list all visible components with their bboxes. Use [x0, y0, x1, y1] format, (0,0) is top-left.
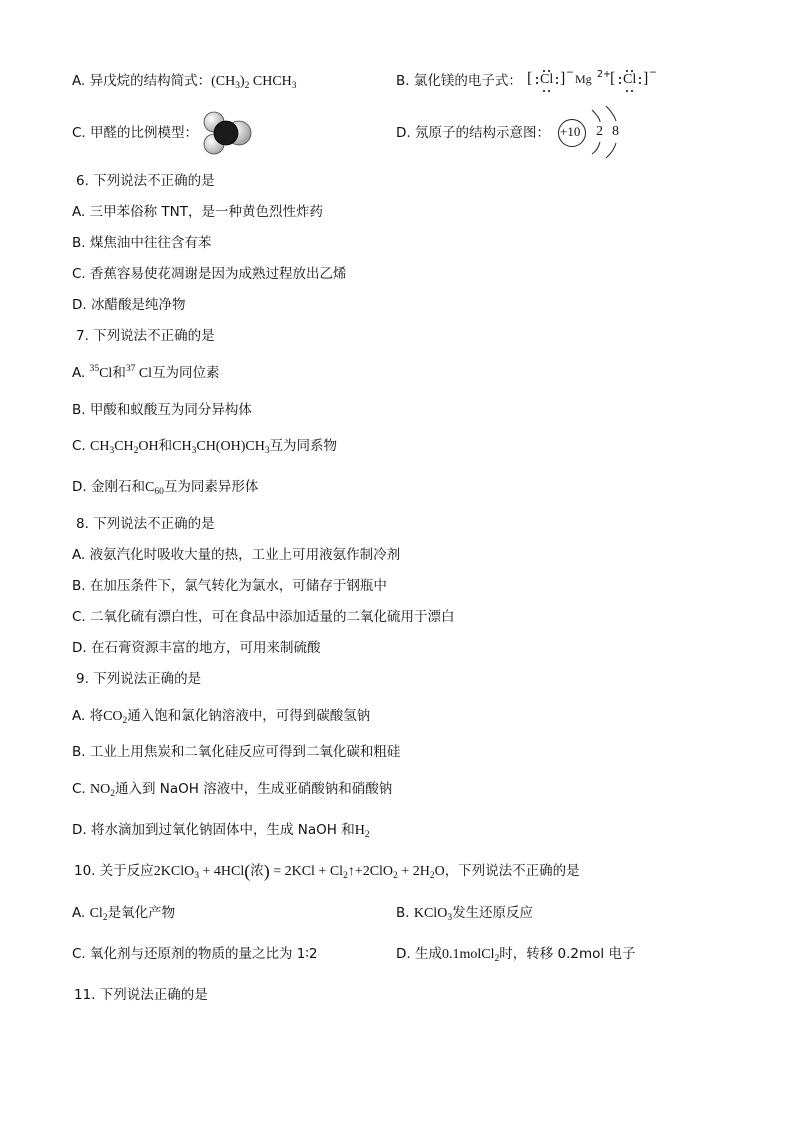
q10-option-b: B. KClO$_3$发生还原反应 [396, 905, 534, 923]
q6-stem: 6. 下列说法不正确的是 [76, 173, 215, 189]
q7-option-c: C. $CH_3CH_2OH$和$CH_3CH(OH)CH_3$互为同系物 [72, 438, 338, 456]
q6-option-c: C. 香蕉容易使花凋谢是因为成熟过程放出乙烯 [72, 266, 347, 282]
q6-option-a: A. 三甲苯俗称 TNT，是一种黄色烈性炸药 [72, 204, 323, 220]
mgcl2-electron-formula: [ Cl ] − Mg 2+ [ Cl ] − [527, 66, 657, 96]
q5-option-a: A. 异戊烷的结构简式：$(CH_3)_2$ $CHCH_3$ [72, 73, 297, 91]
q11-stem: 11. 下列说法正确的是 [74, 987, 208, 1003]
q8-stem: 8. 下列说法不正确的是 [76, 516, 215, 532]
q10-option-a: A. $Cl_2$是氧化产物 [72, 905, 176, 923]
formaldehyde-space-filling-model [201, 110, 253, 156]
q10-option-c: C. 氧化剂与还原剂的物质的量之比为 1∶2 [72, 946, 318, 962]
q7-option-d: D. 金刚石和$C_{60}$互为同素异形体 [72, 479, 259, 497]
cl-atom-left: Cl [540, 72, 554, 87]
q5-a-formula: $(CH_3)_2$ $CHCH_3$ [211, 74, 297, 91]
shell-2-count: 8 [612, 124, 619, 139]
q10-option-d: D. 生成0.1molCl$_2$时，转移 0.2mol 电子 [396, 946, 636, 964]
q5-option-c: C. 甲醛的比例模型： [72, 125, 199, 141]
q6-option-d: D. 冰醋酸是纯净物 [72, 297, 186, 313]
q5-option-b: B. 氯化镁的电子式： [396, 73, 522, 89]
q9-option-c: C. $NO_2$通入到 NaOH 溶液中，生成亚硝酸钠和硝酸钠 [72, 781, 393, 799]
nucleus-charge: +10 [560, 124, 581, 139]
q9-stem: 9. 下列说法正确的是 [76, 671, 202, 687]
q9-option-a: A. 将$CO_2$通入饱和氯化钠溶液中，可得到碳酸氢钠 [72, 708, 371, 726]
q8-option-a: A. 液氨汽化时吸收大量的热，工业上可用液氨作制冷剂 [72, 547, 401, 563]
q8-option-d: D. 在石膏资源丰富的地方，可用来制硫酸 [72, 640, 321, 656]
neon-atom-structure-diagram [556, 104, 626, 160]
q8-option-c: C. 二氧化硫有漂白性，可在食品中添加适量的二氧化硫用于漂白 [72, 609, 455, 625]
cl-atom-right: Cl [623, 72, 637, 87]
mg-atom: Mg [575, 72, 592, 86]
q7-option-b: B. 甲酸和蚁酸互为同分异构体 [72, 402, 252, 418]
q7-stem: 7. 下列说法不正确的是 [76, 328, 215, 344]
q6-option-b: B. 煤焦油中往往含有苯 [72, 235, 212, 251]
q10-equation: 2KClO$_3$ + 4HCl(浓) = $2KCl + Cl_2↑+2ClO_2 + 2H_2O$ [153, 861, 445, 881]
q10-stem: 10. 关于反应2KClO$_3$ + 4HCl(浓) = $2KCl + Cl_2↑+2ClO_2 + 2H_2O$，下列说法不正确的是 [74, 861, 580, 881]
q9-option-d: D. 将水滴加到过氧化钠固体中，生成 NaOH 和$H_2$ [72, 822, 370, 840]
shell-1-count: 2 [596, 124, 603, 139]
q8-option-b: B. 在加压条件下，氯气转化为氯水，可储存于钢瓶中 [72, 578, 387, 594]
q7-option-a: A. $^{35}$Cl和$^{37}$ Cl互为同位素 [72, 364, 220, 381]
electron-shell-arcs [556, 104, 626, 160]
q9-option-b: B. 工业上用焦炭和二氧化硅反应可得到二氧化碳和粗硅 [72, 744, 401, 760]
q5-option-d: D. 氖原子的结构示意图： [396, 125, 550, 141]
